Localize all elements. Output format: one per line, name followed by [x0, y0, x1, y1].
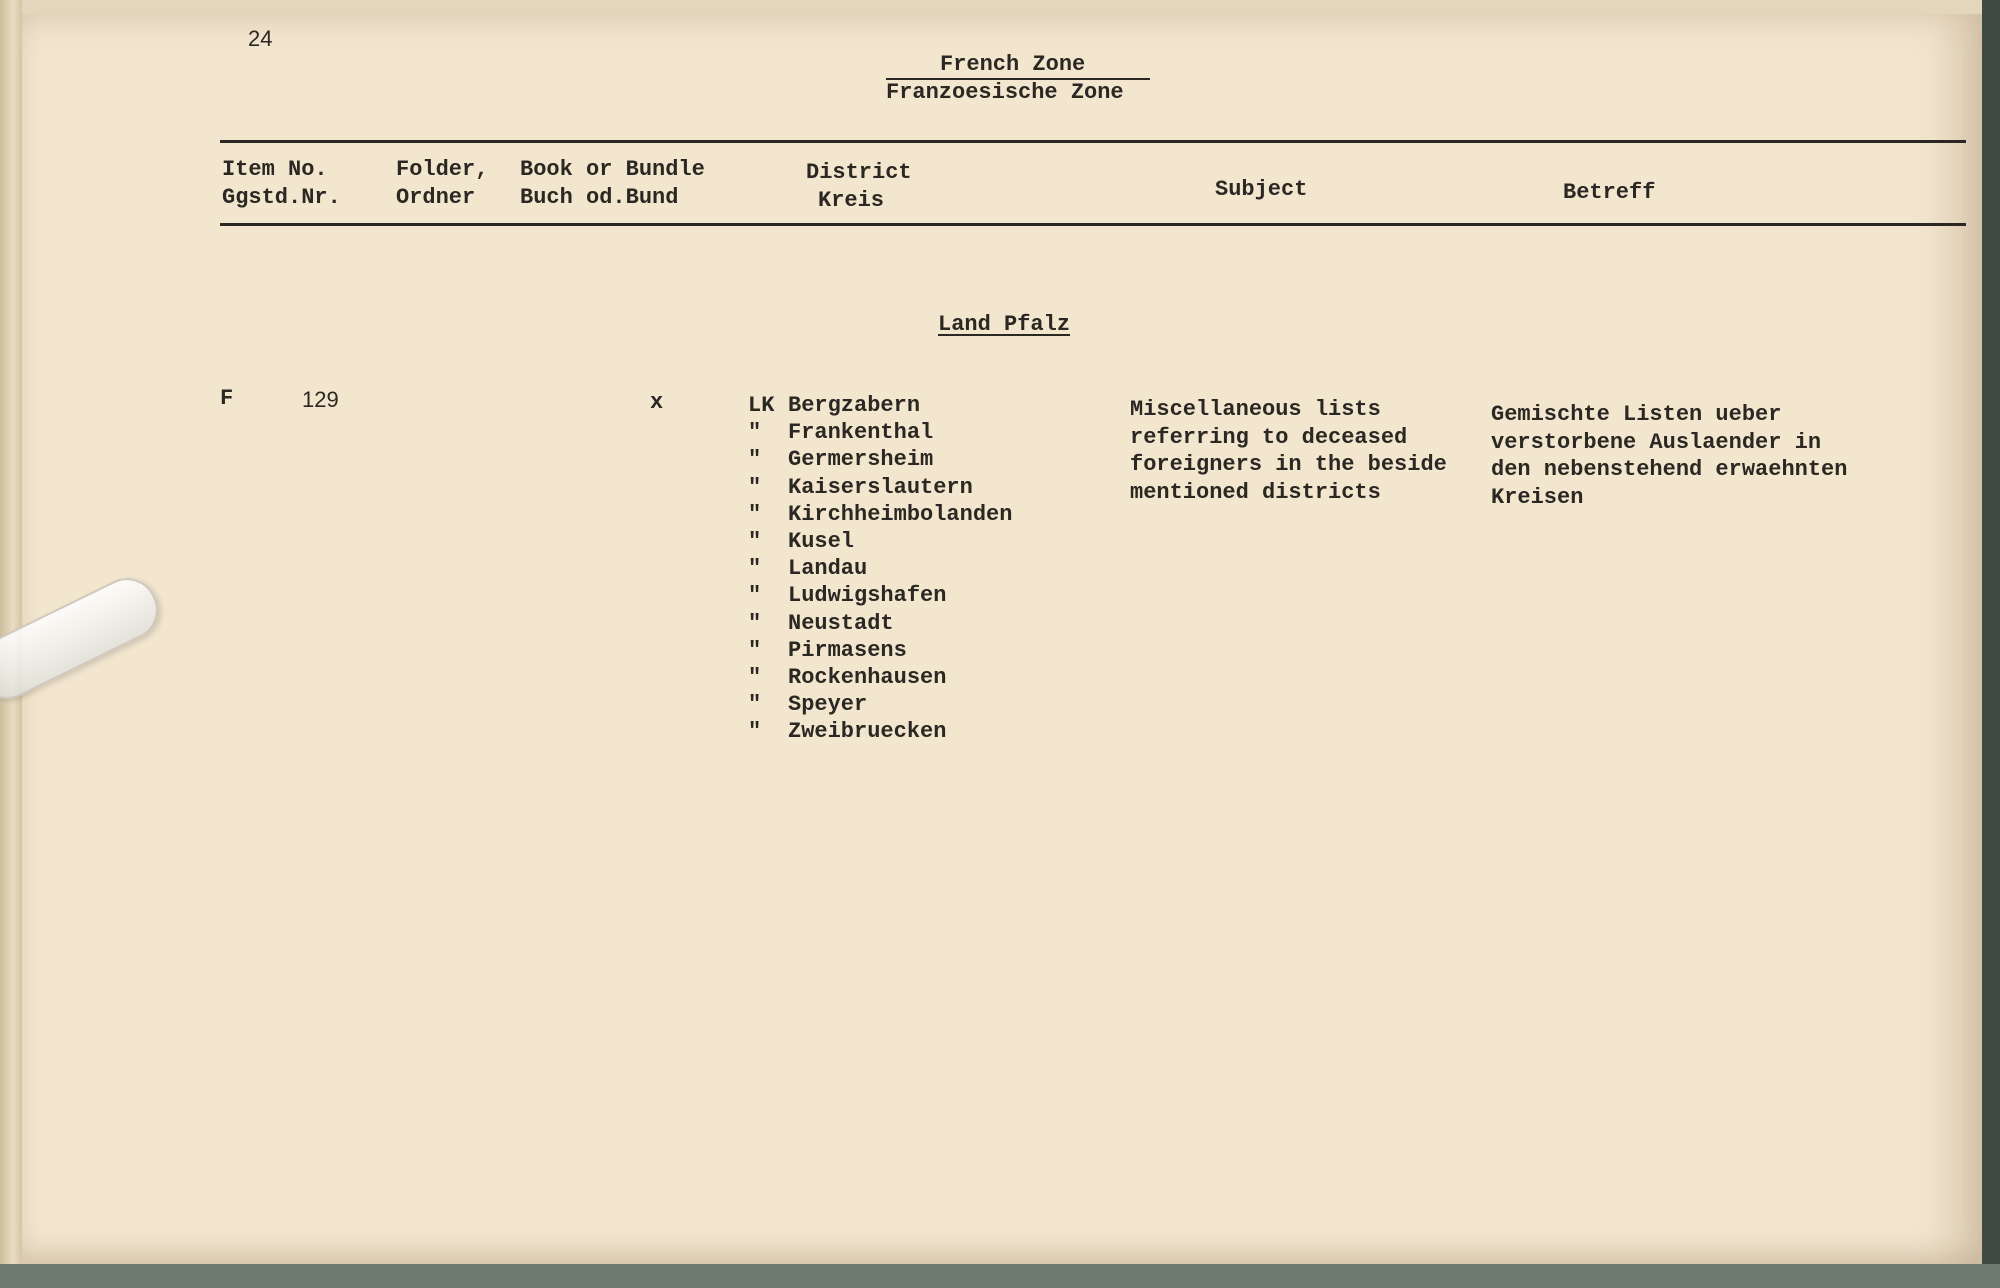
ditto-mark: " [748, 610, 762, 636]
district-list [748, 392, 1012, 745]
district-name: Landau [788, 556, 868, 582]
district-prefix: LK [748, 393, 775, 418]
district-name: Bergzabern [788, 393, 921, 418]
header-item-en: Item No. [222, 157, 328, 182]
item-number: 129 [302, 387, 339, 412]
subject-line: mentioned districts [1130, 479, 1381, 505]
subject-line: referring to deceased [1130, 424, 1408, 450]
ditto-mark: " [748, 692, 762, 718]
ditto-mark: " [748, 583, 762, 609]
book-mark: x [650, 390, 664, 415]
book-cover-edge [1982, 0, 2000, 1288]
header-betreff: Betreff [1563, 180, 1656, 205]
zone-title-en: French Zone [940, 52, 1086, 77]
district-row [748, 501, 1012, 528]
district-row [748, 718, 1012, 745]
zone-title-de: Franzoesische Zone [886, 80, 1124, 105]
betreff-line: verstorbene Auslaender in [1491, 429, 1822, 455]
subject-text [1130, 396, 1447, 506]
header-book-en: Book or Bundle [520, 157, 705, 182]
district-row [748, 664, 1012, 691]
header-subject: Subject [1215, 177, 1308, 202]
district-row [748, 691, 1012, 718]
ditto-mark: " [748, 447, 762, 473]
book-cover-bottom [0, 1264, 2000, 1288]
betreff-line: den nebenstehend erwaehnten [1491, 457, 1848, 482]
header-district-de: Kreis [818, 188, 885, 213]
ditto-mark: " [748, 719, 762, 745]
district-row [748, 528, 1012, 555]
ditto-mark: " [748, 474, 762, 500]
district-row [748, 555, 1012, 582]
district-name: Kaiserslautern [788, 474, 973, 500]
header-book-de: Buch od.Bund [520, 185, 679, 210]
header-folder-en: Folder, [396, 157, 489, 182]
district-name: Germersheim [788, 447, 934, 473]
district-name: Ludwigshafen [788, 583, 947, 609]
district-name: Frankenthal [788, 420, 934, 446]
betreff-line: Kreisen [1491, 484, 1584, 510]
header-item-de: Ggstd.Nr. [222, 185, 341, 210]
district-name: Pirmasens [788, 637, 907, 663]
header-top-rule [220, 140, 1966, 143]
district-name: Zweibruecken [788, 719, 947, 745]
subject-line: foreigners in the beside [1130, 452, 1447, 477]
district-row [748, 582, 1012, 609]
header-folder-de: Ordner [396, 185, 476, 210]
district-row [748, 446, 1012, 473]
ditto-mark: " [748, 528, 762, 554]
ditto-mark: " [748, 420, 762, 446]
ditto-mark: " [748, 556, 762, 582]
district-row [748, 637, 1012, 664]
district-name: Speyer [788, 692, 868, 718]
district-name: Kirchheimbolanden [788, 501, 1013, 527]
page-number: 24 [248, 26, 273, 51]
header-bottom-rule [220, 223, 1966, 226]
district-row [748, 419, 1012, 446]
betreff-line: Gemischte Listen ueber [1491, 402, 1782, 427]
ditto-mark: " [748, 501, 762, 527]
district-row [748, 392, 1012, 419]
ditto-mark: " [748, 664, 762, 690]
district-row [748, 474, 1012, 501]
ditto-mark: " [748, 637, 762, 663]
item-letter: F [220, 386, 234, 411]
betreff-text [1491, 401, 1847, 511]
subject-line: Miscellaneous lists [1130, 397, 1381, 422]
district-name: Neustadt [788, 610, 894, 636]
section-title: Land Pfalz [938, 312, 1071, 337]
district-name: Kusel [788, 528, 855, 554]
district-row [748, 610, 1012, 637]
district-name: Rockenhausen [788, 664, 947, 690]
header-district-en: District [806, 160, 912, 185]
